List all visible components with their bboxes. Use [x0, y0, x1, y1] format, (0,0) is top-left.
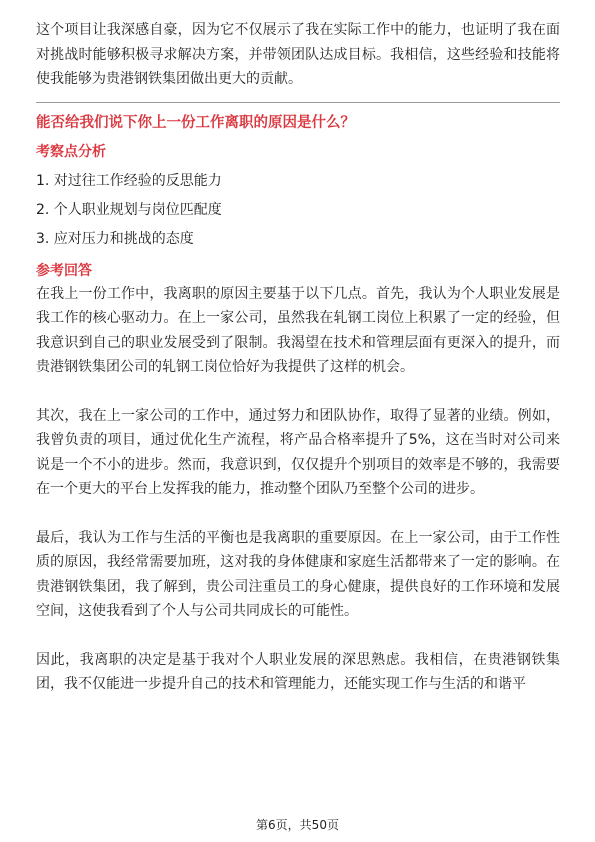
interview-question: 能否给我们说下你上一份工作离职的原因是什么？ — [36, 114, 355, 131]
answer-heading: 参考回答 — [36, 262, 92, 279]
analysis-heading: 考察点分析 — [36, 143, 106, 160]
answer-paragraph: 其次，我在上一家公司的工作中，通过努力和团队协作，取得了显著的业绩。例如，我曾负责的项目，通过优化生产流程，将产品合格率提升了5%，这在当时对公司来说是一个不小的进步。然而，我意识到，仅仅提升个别项目的效率是不够的，我需要在一个更大的平台上发挥我的能力，推动整个团队乃至整个公司的进步。 — [36, 407, 560, 497]
answer-paragraph: 在我上一份工作中，我离职的原因主要基于以下几点。首先，我认为个人职业发展是我工作的核心驱动力。在上一家公司，虽然我在轧钢工岗位上积累了一定的经验，但我意识到自己的职业发展受到了限制。我渴望在技术和管理层面有更深入的提升，而贵港钢铁集团公司的轧钢工岗位恰好为我提供了这样的机会。 — [36, 285, 560, 375]
intro-paragraph: 这个项目让我深感自豪，因为它不仅展示了我在实际工作中的能力，也证明了我在面对挑战时能够积极寻求解决方案，并带领团队达成目标。我相信，这些经验和技能将使我能够为贵港钢铁集团做出更大的贡献。 — [36, 22, 560, 87]
analysis-list — [36, 167, 560, 254]
list-item: 3. 应对压力和挑战的态度 — [36, 230, 194, 247]
list-item: 2. 个人职业规划与岗位匹配度 — [36, 201, 222, 218]
list-item: 1. 对过往工作经验的反思能力 — [36, 172, 222, 189]
document-page — [36, 18, 560, 697]
answer-paragraph: 最后，我认为工作与生活的平衡也是我离职的重要原因。在上一家公司，由于工作性质的原因，我经常需要加班，这对我的身体健康和家庭生活都带来了一定的影响。在贵港钢铁集团，我了解到，贵公司注重员工的身心健康，提供良好的工作环境和发展空间，这使我看到了个人与公司共同成长的可能性。 — [36, 529, 560, 619]
answer-paragraph: 因此，我离职的决定是基于我对个人职业发展的深思熟虑。我相信，在贵港钢铁集团，我不仅能进一步提升自己的技术和管理能力，还能实现工作与生活的和谐平 — [36, 651, 560, 692]
section-divider — [36, 102, 560, 103]
page-number: 第6页，共50页 — [256, 818, 339, 832]
